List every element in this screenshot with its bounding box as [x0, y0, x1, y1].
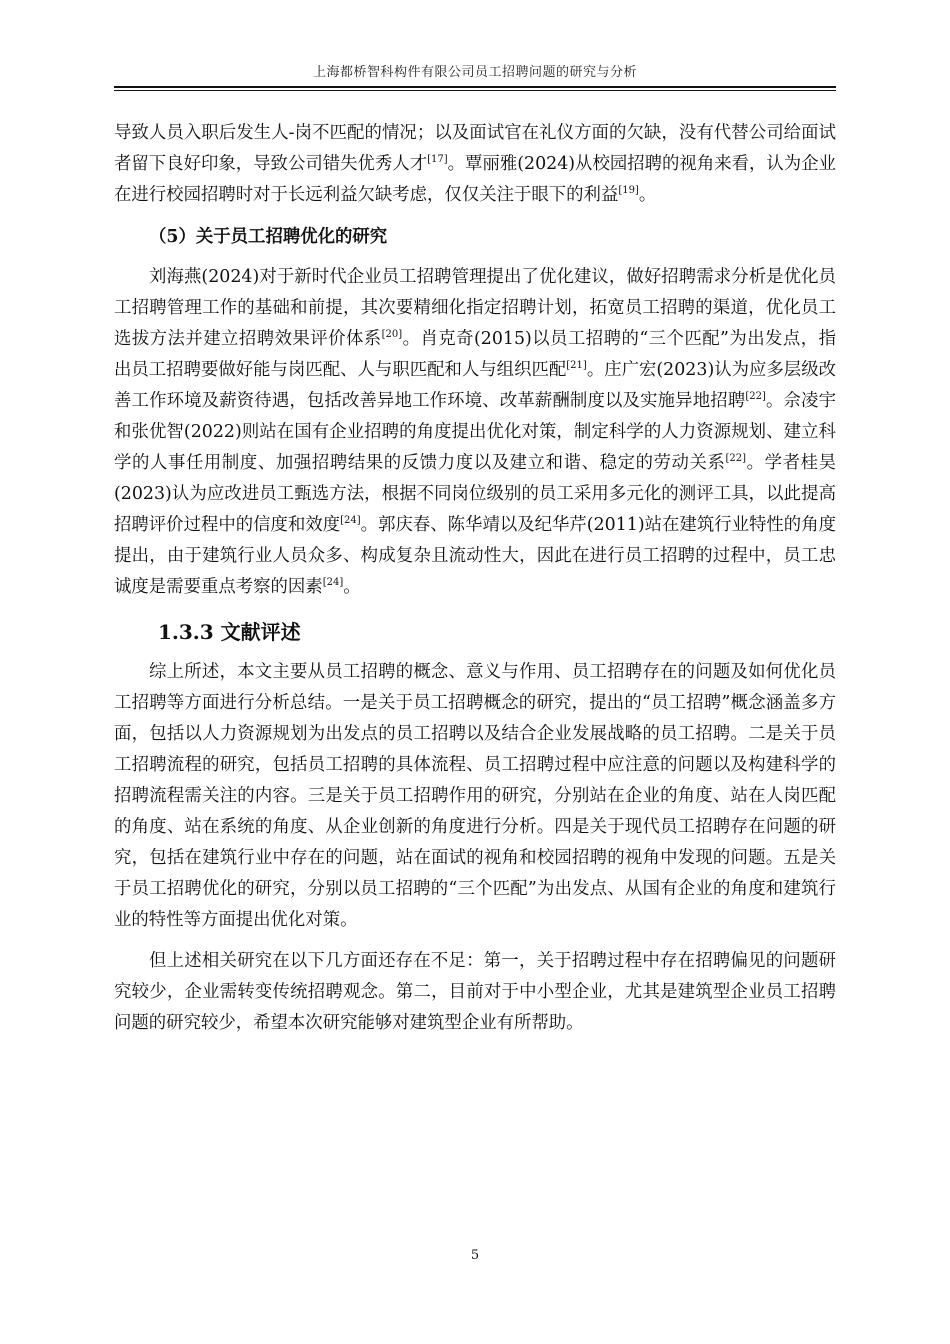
paragraph-text: 。郭庆春、陈华靖以及纪华芹(2011)站在建筑行业特性的角度提出，由于建筑行业人员众多、构成复杂且流动性大，因此在进行员工招聘的过程中，员工忠诚度是需要重点考察的因素 [114, 515, 836, 597]
paragraph-text: 导致人员入职后发生人-岗不匹配的情况；以及面试官在礼仪方面的欠缺，没有代替公司给面试者留下良好印象，导致公司错失优秀人才 [114, 123, 836, 174]
citation-ref: [19] [618, 185, 639, 196]
paragraph-optimization [114, 262, 836, 603]
subsection-heading-5: （5）关于员工招聘优化的研究 [149, 227, 388, 247]
running-header: 上海都桥智科构件有限公司员工招聘问题的研究与分析 [312, 65, 637, 80]
paragraph-text: 。学者桂昊(2023)认为应改进员工甄选方法，根据不同岗位级别的员工采用多元化的测评工具，以此提高招聘评价过程中的信度和效度 [114, 453, 836, 535]
page-number: 5 [470, 1248, 480, 1263]
paragraph-text: 。 [638, 185, 657, 205]
paragraph-text: 。覃丽雅(2024)从校园招聘的视角来看，认为企业在进行校园招聘时对于长远利益欠缺考虑，仅仅关注于眼下的利益 [114, 154, 836, 205]
citation-ref: [21] [566, 360, 587, 371]
paragraph-text: 。庄广宏(2023)认为应多层级改善工作环境及薪资待遇，包括改善异地工作环境、改革薪酬制度以及实施异地招聘 [114, 360, 836, 411]
citation-ref: [20] [381, 329, 403, 340]
citation-ref: [17] [427, 154, 448, 165]
citation-ref: [24] [340, 515, 361, 526]
section-heading-1-3-3: 1.3.3 文献评述 [158, 620, 301, 644]
header-rule-thick [114, 86, 836, 88]
citation-ref: [22] [725, 453, 747, 464]
citation-ref: [22] [745, 391, 766, 402]
page-body [114, 118, 836, 1039]
citation-ref: [24] [322, 577, 344, 588]
paragraph-text: 。 [343, 577, 361, 597]
paragraph-review-summary: 综上所述，本文主要从员工招聘的概念、意义与作用、员工招聘存在的问题及如何优化员工招聘等方面进行分析总结。一是关于员工招聘概念的研究，提出的“员工招聘”概念涵盖多方面，包括以人力资源规划为出发点的员工招聘以及结合企业发展战略的员工招聘。二是关于员工招聘流程的研究，包括员工招聘的具体流程、员工招聘过程中应注意的问题以及构建科学的招聘流程需关注的内容。三是关于员工招聘作用的研究，分别站在企业的角度、站在人岗匹配的角度、站在系统的角度、从企业创新的角度进行分析。四是关于现代员工招聘存在问题的研究，包括在建筑行业中存在的问题，站在面试的视角和校园招聘的视角中发现的问题。五是关于员工招聘优化的研究，分别以员工招聘的“三个匹配”为出发点、从国有企业的角度和建筑行业的特性等方面提出优化对策。 [114, 662, 836, 930]
paragraph-continued [114, 118, 836, 211]
header-rule-thin [114, 90, 836, 91]
paragraph-text: 刘海燕(2024)对于新时代企业员工招聘管理提出了优化建议，做好招聘需求分析是优化员工招聘管理工作的基础和前提，其次要精细化指定招聘计划，拓宽员工招聘的渠道，优化员工选拔方法并建立招聘效果评价体系 [114, 267, 836, 349]
paragraph-review-shortcomings: 但上述相关研究在以下几方面还存在不足：第一，关于招聘过程中存在招聘偏见的问题研究较少，企业需转变传统招聘观念。第二，目前对于中小型企业，尤其是建筑型企业员工招聘问题的研究较少，希望本次研究能够对建筑型企业有所帮助。 [114, 951, 836, 1033]
paragraph-text: 。佘凌宇和张优智(2022)则站在国有企业招聘的角度提出优化对策，制定科学的人力资源规划、建立科学的人事任用制度、加强招聘结果的反馈力度以及建立和谐、稳定的劳动关系 [114, 391, 836, 473]
paragraph-text: 。肖克奇(2015)以员工招聘的“三个匹配”为出发点，指出员工招聘要做好能与岗匹配、人与职匹配和人与组织匹配 [114, 329, 836, 380]
